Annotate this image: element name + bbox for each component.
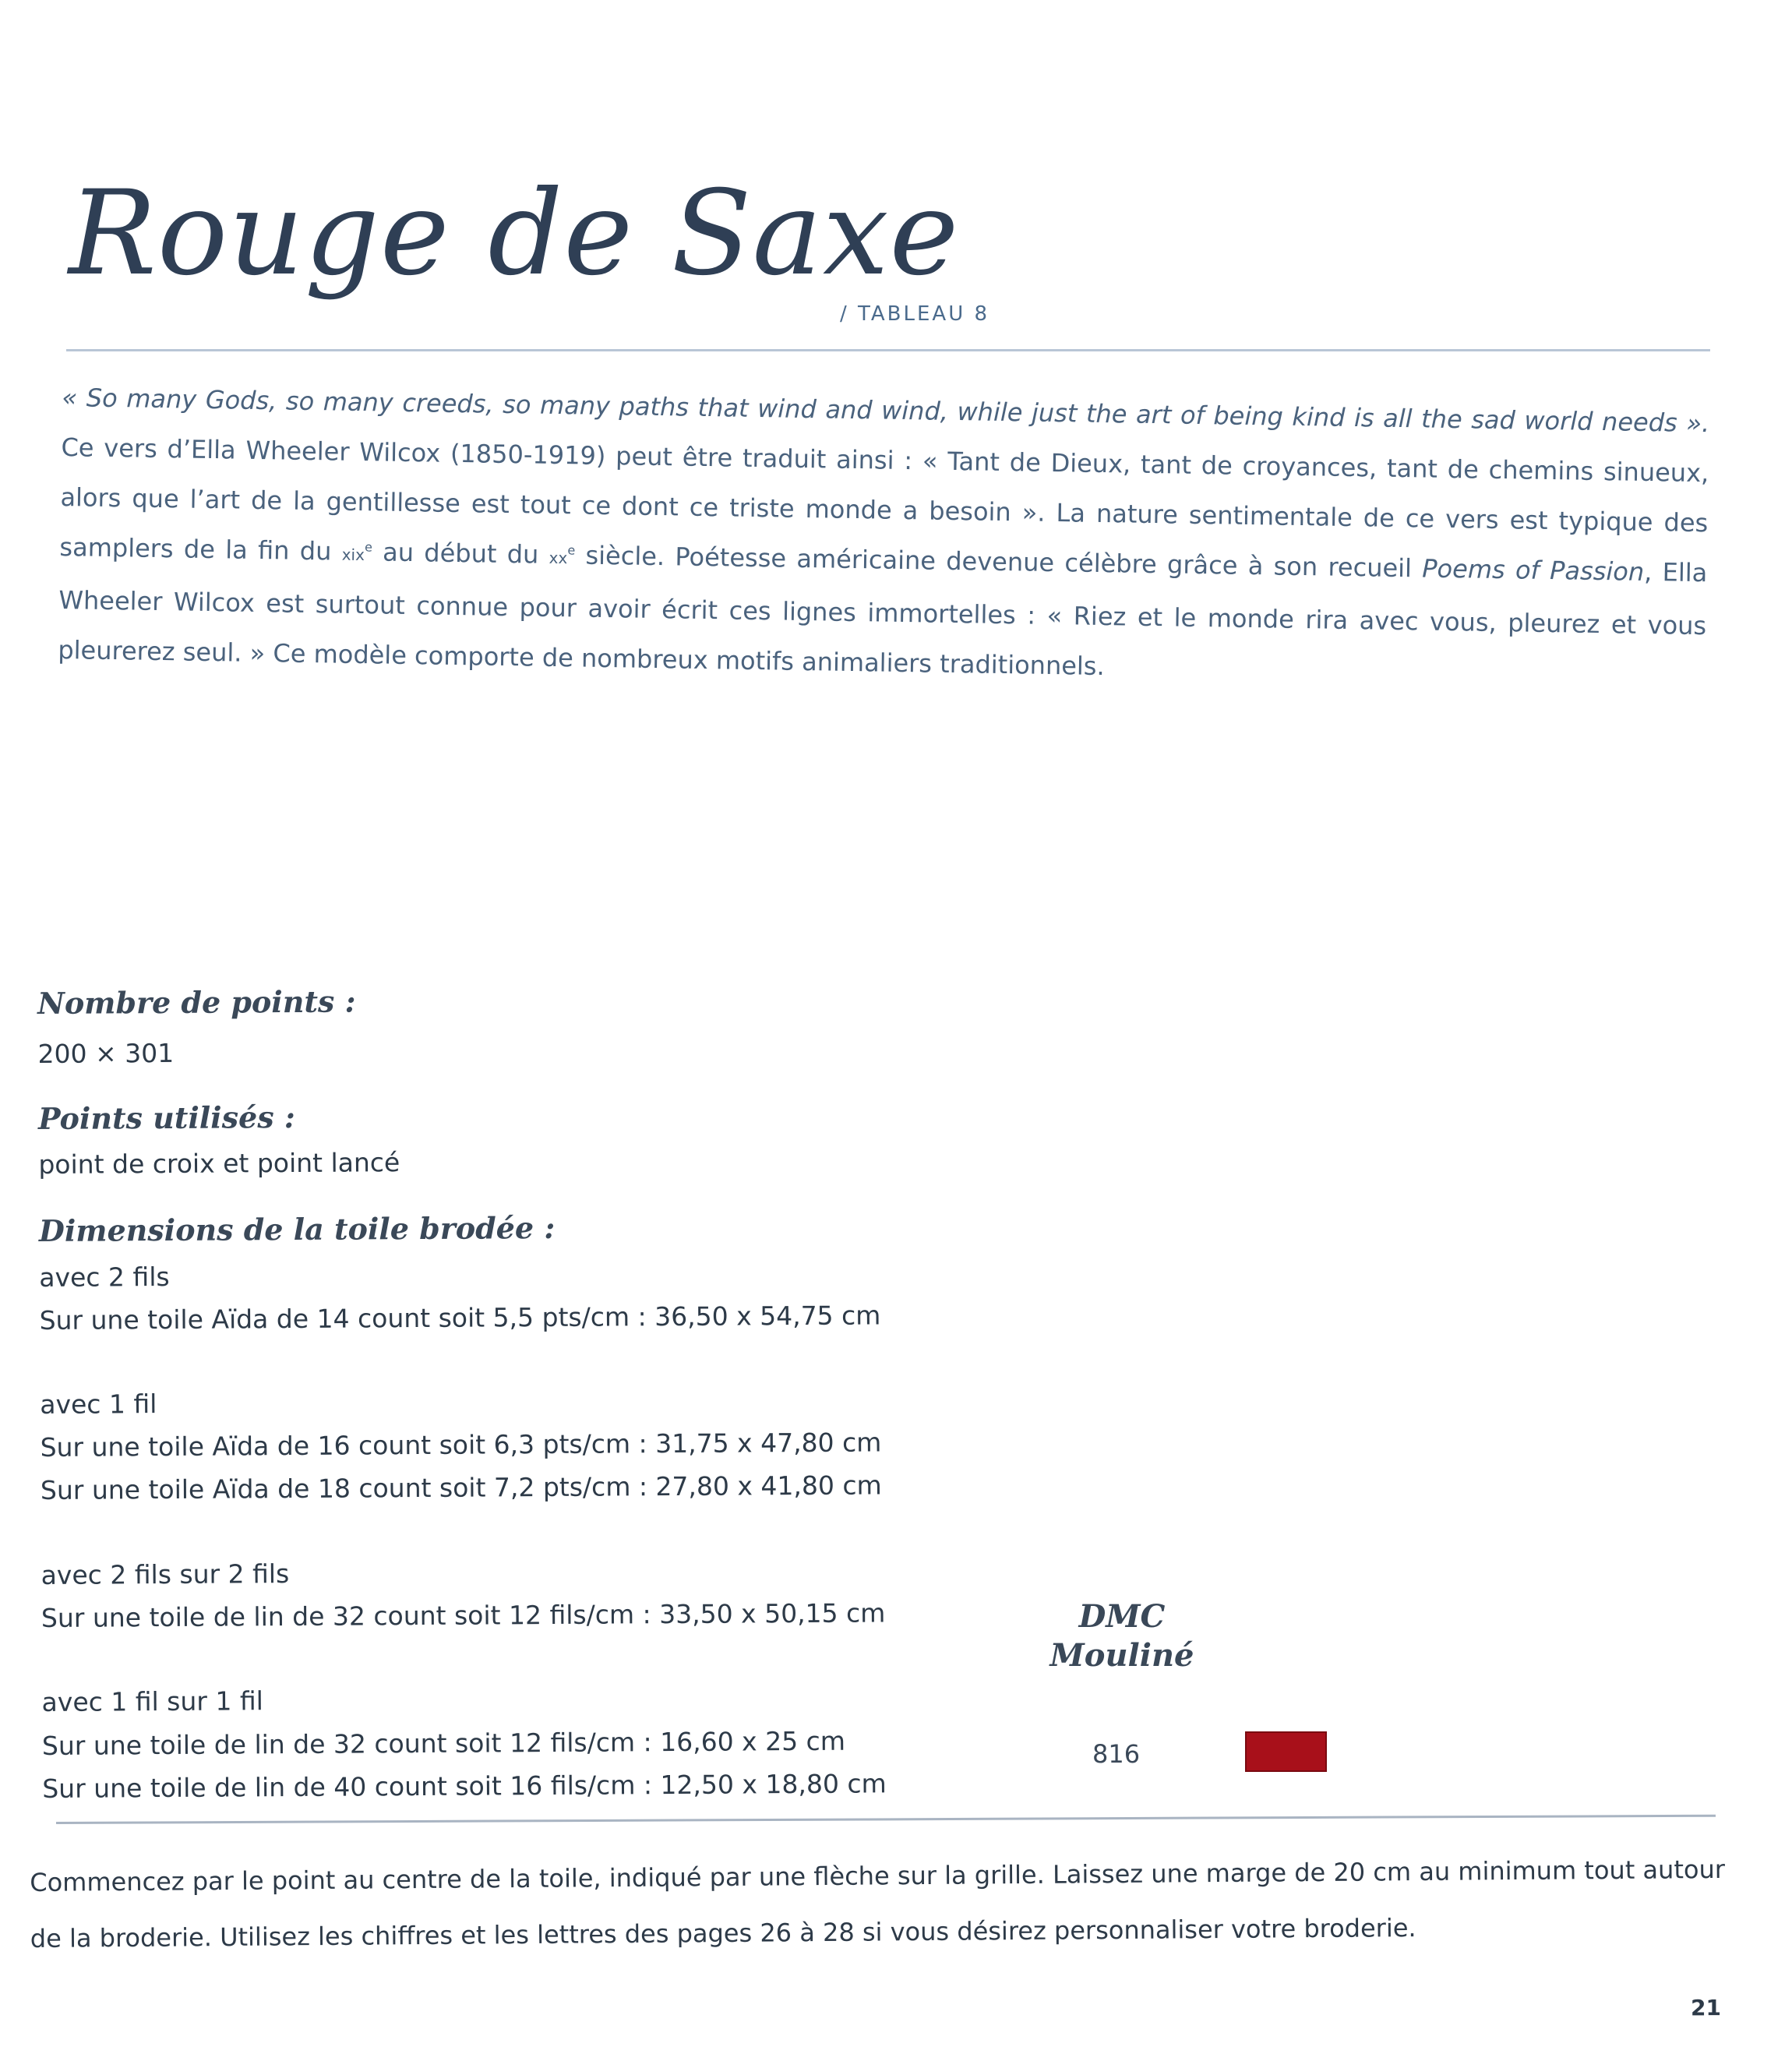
dimension-group-heading: avec 1 fil: [40, 1389, 157, 1420]
dimension-line: Sur une toile Aïda de 14 count soit 5,5 pts/cm : 36,50 x 54,75 cm: [39, 1300, 881, 1336]
thread-brand: [1044, 1597, 1200, 1675]
specifications-section: [37, 980, 972, 1804]
intro-text-3: siècle. Poétesse américaine devenue célèbre grâce à son recueil: [574, 540, 1423, 584]
bottom-divider: [56, 1815, 1716, 1824]
thread-brand-name: DMC: [1078, 1598, 1166, 1635]
century-19: xix: [341, 545, 365, 565]
dimension-line: Sur une toile de lin de 32 count soit 12 fils/cm : 33,50 x 50,15 cm: [41, 1597, 886, 1633]
century-19-suffix: e: [364, 539, 373, 555]
book-title: Poems of Passion: [1422, 553, 1645, 587]
stitches-used-label: Points utilisés :: [37, 1099, 296, 1136]
dimension-group-heading: avec 2 fils: [39, 1261, 170, 1293]
dimension-line: Sur une toile de lin de 32 count soit 12 fils/cm : 16,60 x 25 cm: [41, 1725, 846, 1761]
intro-text-1: Ce vers d’Ella Wheeler Wilcox (1850-1919) peut être traduit ainsi : « Tant de Dieux, tant de croyances, tant de chemins sinueux, alors que l’art de la gentillesse est tout ce dont ce triste monde a besoin ». La nature sentimentale de ce vers est typique des samplers de la fin du: [59, 432, 1709, 566]
dimensions-label: Dimensions de la toile brodée :: [38, 1209, 556, 1248]
instructions-paragraph: Commencez par le point au centre de la toile, indiqué par une flèche sur la grille. Laissez une marge de 20 cm au minimum tout autour de la broderie. Utilisez les chiffres et les lettres des pages 26 à 28 si vous désirez personnaliser votre broderie.: [30, 1854, 1726, 1953]
stitch-count-value: 200 × 301: [37, 1037, 175, 1069]
page-title: Rouge de Saxe: [69, 166, 960, 302]
dimension-group-heading: avec 2 fils sur 2 fils: [41, 1558, 290, 1590]
dimension-line: Sur une toile de lin de 40 count soit 16 fils/cm : 12,50 x 18,80 cm: [42, 1768, 887, 1804]
page-number: 21: [1691, 1995, 1721, 2020]
intro-text-2: au début du: [372, 537, 549, 570]
thread-brand-line: Mouliné: [1049, 1637, 1194, 1674]
intro-quote: « So many Gods, so many creeds, so many paths that wind and wind, while just the art of being kind is all the sad world needs ».: [62, 382, 1710, 439]
dimension-group-heading: avec 1 fil sur 1 fil: [41, 1685, 263, 1717]
century-20: xx: [549, 548, 568, 568]
page-subtitle: / TABLEAU 8: [840, 302, 990, 326]
title-divider: [66, 349, 1710, 351]
intro-paragraph: [58, 372, 1710, 701]
stitch-count-label: Nombre de points :: [37, 983, 356, 1021]
dimension-line: Sur une toile Aïda de 16 count soit 6,3 pts/cm : 31,75 x 47,80 cm: [40, 1427, 882, 1463]
century-20-suffix: e: [567, 542, 576, 558]
intro-text-4: , Ella Wheeler Wilcox est surtout connue pour avoir écrit ces lignes immortelles : « Riez et le monde rira avec vous, pleurez et vous pleurerez seul. » Ce modèle comporte de nombreux motifs animaliers traditionnels.: [58, 556, 1708, 682]
stitches-used-value: point de croix et point lancé: [38, 1147, 400, 1180]
thread-code: 816: [1092, 1739, 1141, 1769]
dimension-line: Sur une toile Aïda de 18 count soit 7,2 pts/cm : 27,80 x 41,80 cm: [40, 1470, 882, 1505]
color-swatch: [1245, 1731, 1327, 1772]
